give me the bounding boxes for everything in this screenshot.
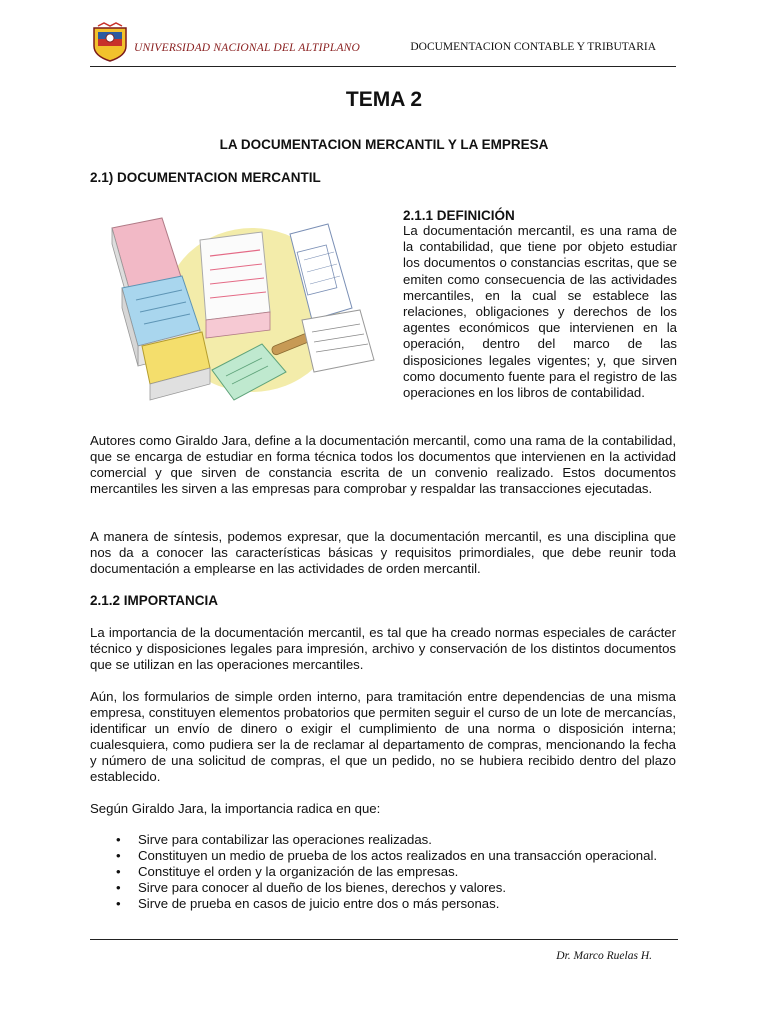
list-item: • Constituye el orden y la organización de las empresas. xyxy=(116,864,459,879)
paragraph-authors: Autores como Giraldo Jara, define a la documentación mercantil, como una rama de la contabilidad, que se encarga de estudiar en forma técnica todos los documentos que intervienen en la actividad comercial y que sirven de constancia escrita de un convenio realizado. Estos documentos mercantiles les sirven a las empresas para comprobar y respaldar las transacciones ejecutadas. xyxy=(90,433,676,496)
list-item: • Sirve para contabilizar las operaciones realizadas. xyxy=(116,832,432,847)
paragraph-importance: La importancia de la documentación mercantil, es tal que ha creado normas especiales de carácter técnico y disposiciones legales para impresión, archivo y conservación de los distintos documentos que se utilizan en las operaciones mercantiles. xyxy=(90,625,676,672)
bullet-icon: • xyxy=(116,848,121,863)
definition-heading: 2.1.1 DEFINICIÓN xyxy=(403,208,515,223)
footer-author: Dr. Marco Ruelas H. xyxy=(556,950,652,962)
page-title: TEMA 2 xyxy=(345,88,423,111)
bullet-icon: • xyxy=(116,832,121,847)
list-item: • Sirve para conocer al dueño de los bienes, derechos y valores. xyxy=(116,880,507,895)
importance-heading: 2.1.2 IMPORTANCIA xyxy=(90,593,219,608)
page-subtitle: LA DOCUMENTACION MERCANTIL Y LA EMPRESA xyxy=(219,137,549,152)
university-seal-icon xyxy=(92,22,128,62)
bullet-icon: • xyxy=(116,864,121,879)
definition-text: La documentación mercantil, es una rama de la contabilidad, que tiene por objeto estudiar los documentos o constancias escritas, que se emiten como consecuencia de las actividades mercantiles, en la cual se establece las relaciones, obligaciones y derechos de los agentes económicos que intervienen en la operación, dentro del marco de las disposiciones legales vigentes; y, que sirven como documento fuente para el registro de las operaciones en los libros de contabilidad. xyxy=(403,223,677,401)
importance-list xyxy=(90,832,676,912)
course-name: DOCUMENTACION CONTABLE Y TRIBUTARIA xyxy=(410,41,656,53)
documents-illustration xyxy=(102,200,392,414)
paragraph-synthesis: A manera de síntesis, podemos expresar, que la documentación mercantil, es una disciplina que nos da a conocer las características básicas y requisitos primordiales, que debe reunir toda documentación a emplearse en las actividades de orden mercantil. xyxy=(90,529,676,576)
list-item: • Constituyen un medio de prueba de los actos realizados en una transacción operacional. xyxy=(116,848,658,863)
university-name: UNIVERSIDAD NACIONAL DEL ALTIPLANO xyxy=(134,42,361,54)
bullet-icon: • xyxy=(116,896,121,911)
footer-divider xyxy=(90,939,678,940)
paragraph-forms: Aún, los formularios de simple orden interno, para tramitación entre dependencias de una misma empresa, constituyen elementos probatorios que permiten seguir el curso de un lote de mercancías, identificar un envío de dinero o exigir el cumplimiento de una norma o disposición interna; cualesquiera, como pudiera ser la de reclamar al departamento de compras, mencionando la fecha y número de una solicitud de compras, el que un pedido, no se hubiera recibido dentro del plazo establecido. xyxy=(90,689,676,784)
list-item: • Sirve de prueba en casos de juicio entre dos o más personas. xyxy=(116,896,500,911)
page-header xyxy=(90,22,676,67)
bullet-icon: • xyxy=(116,880,121,895)
section-heading: 2.1) DOCUMENTACION MERCANTIL xyxy=(90,170,321,185)
paragraph-giraldo: Según Giraldo Jara, la importancia radica en que: xyxy=(90,801,381,816)
